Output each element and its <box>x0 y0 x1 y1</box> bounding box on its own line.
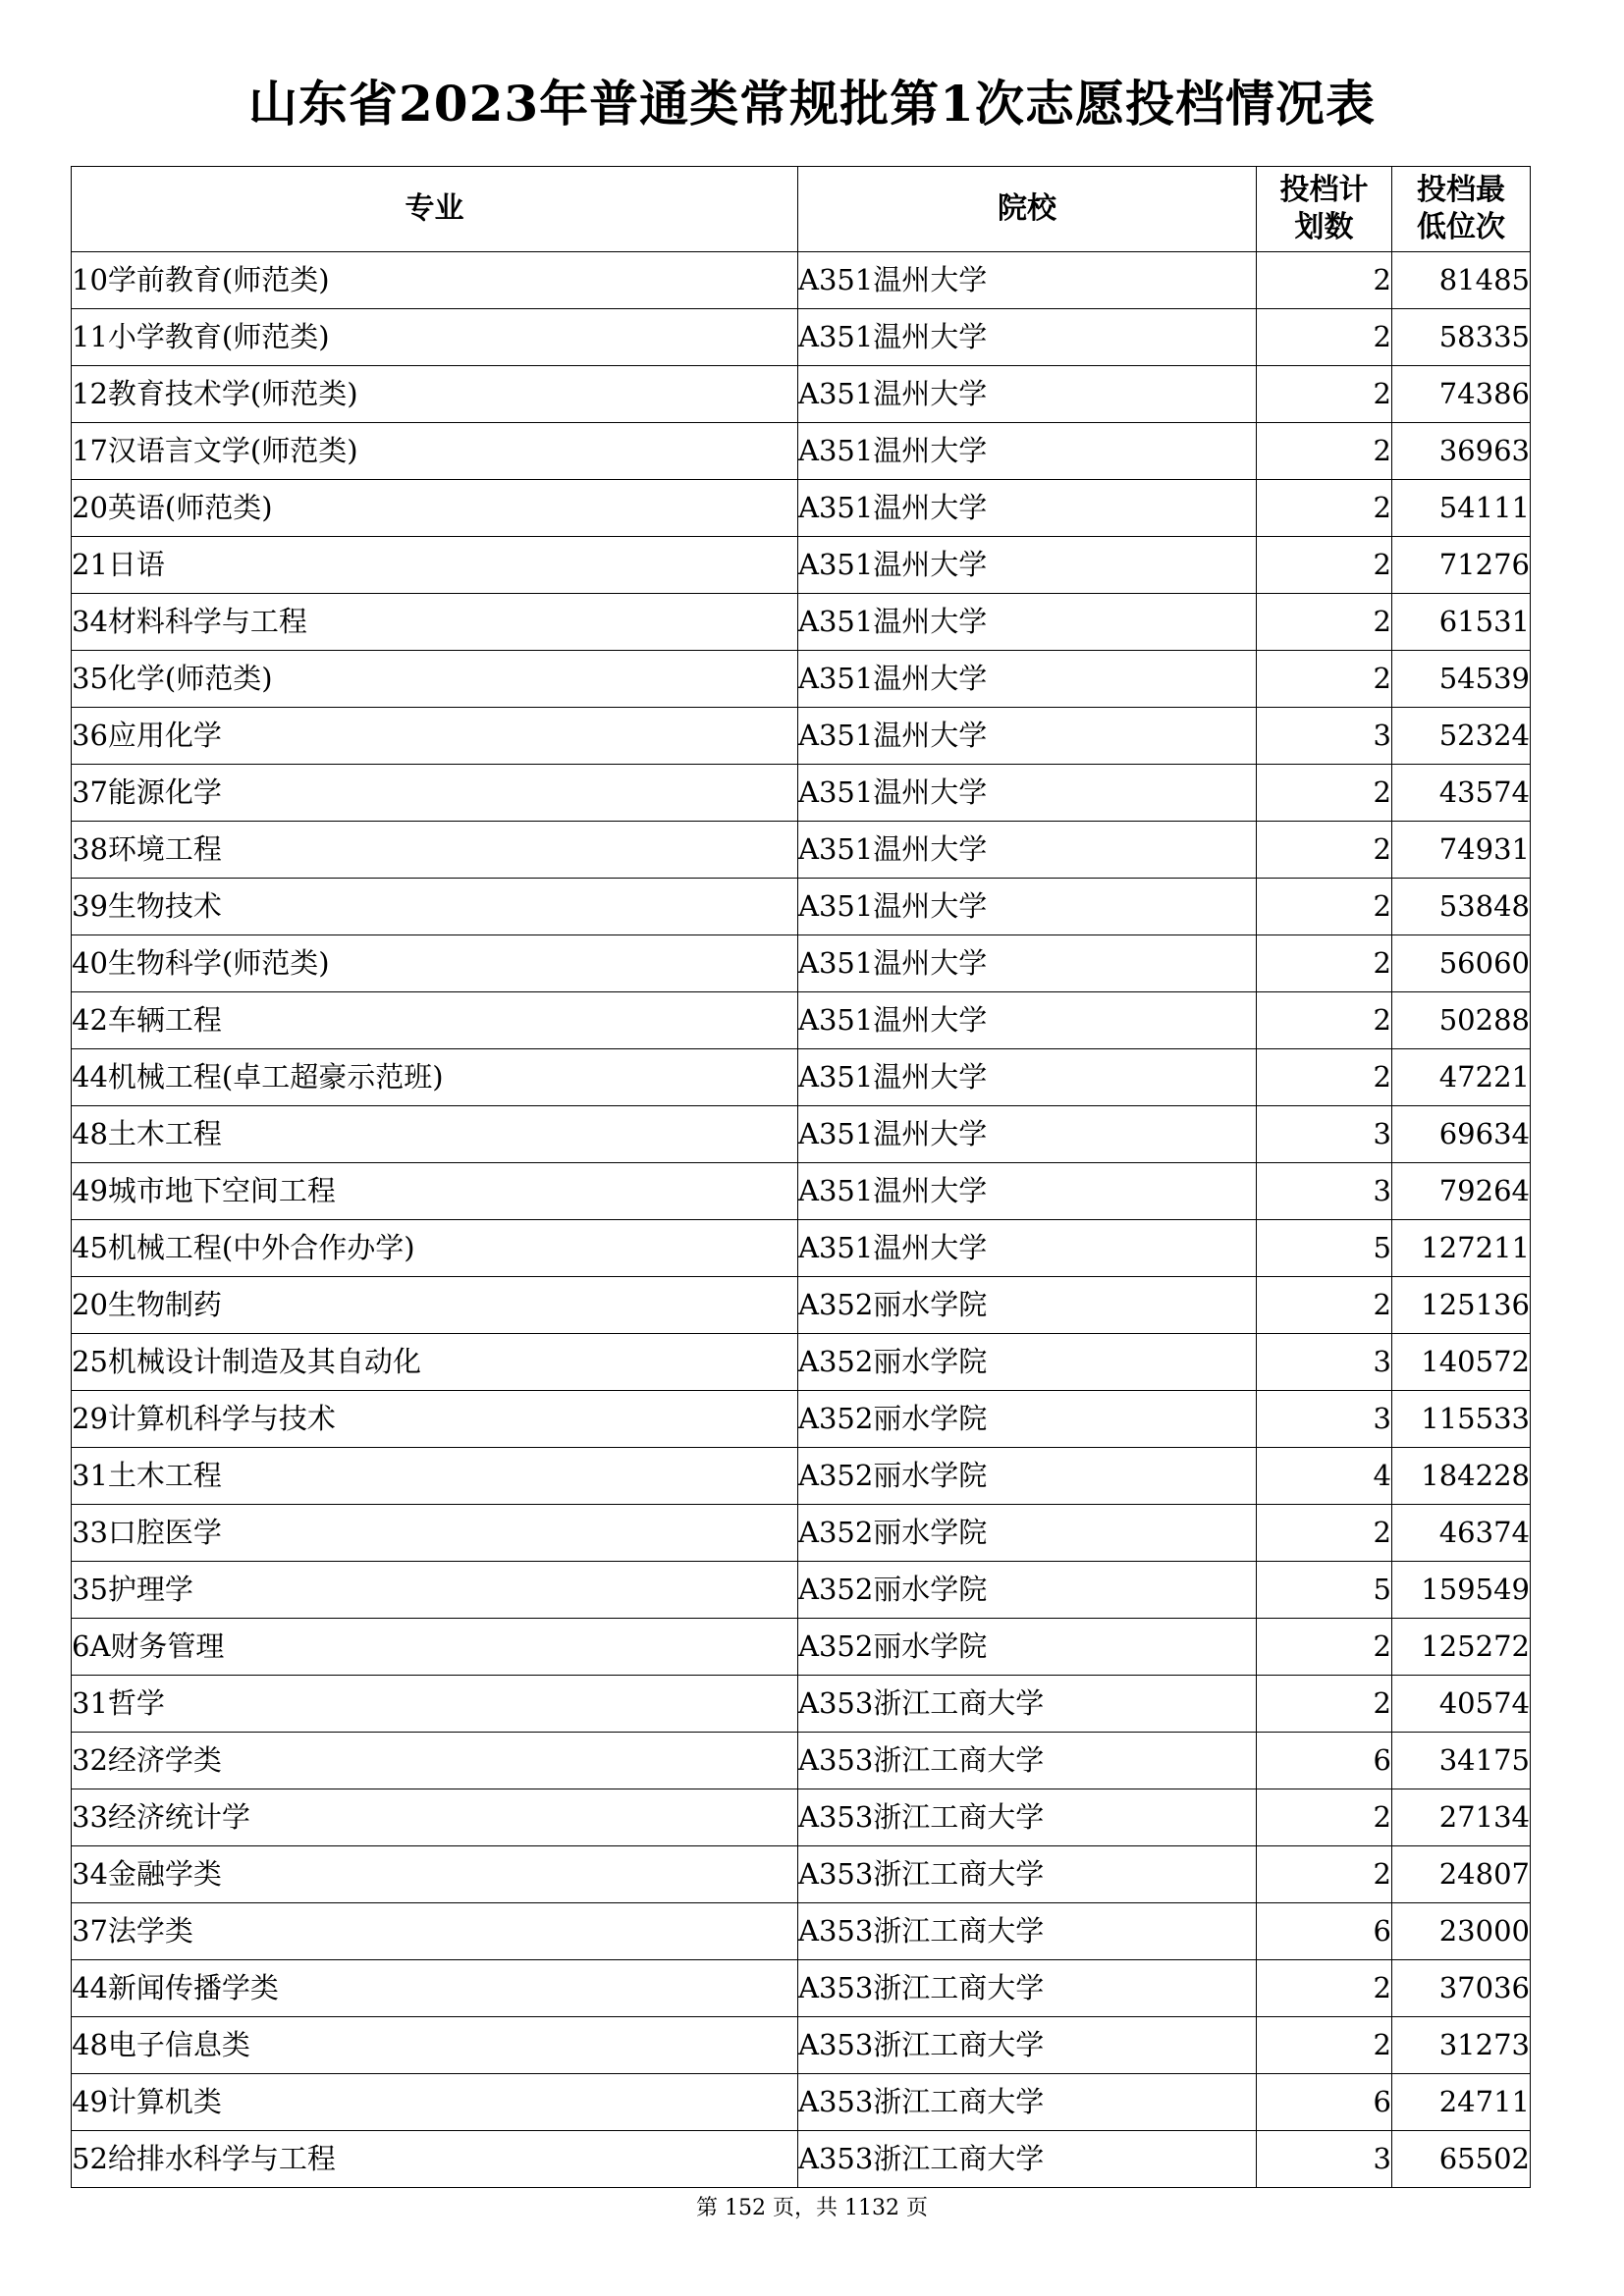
cell-plan: 2 <box>1257 423 1392 480</box>
cell-plan: 2 <box>1257 1846 1392 1903</box>
table-row <box>72 1334 1531 1391</box>
table-row <box>72 822 1531 879</box>
cell-major: 31哲学 <box>72 1676 798 1733</box>
cell-plan: 2 <box>1257 594 1392 651</box>
cell-major: 36应用化学 <box>72 708 798 765</box>
cell-plan: 2 <box>1257 992 1392 1049</box>
table-row <box>72 2131 1531 2188</box>
cell-major: 31土木工程 <box>72 1448 798 1505</box>
cell-school: A352丽水学院 <box>798 1619 1257 1676</box>
cell-school: A352丽水学院 <box>798 1505 1257 1562</box>
table-row <box>72 366 1531 423</box>
cell-major: 44机械工程(卓工超豪示范班) <box>72 1049 798 1106</box>
cell-rank: 54539 <box>1392 651 1531 708</box>
cell-school: A351温州大学 <box>798 537 1257 594</box>
cell-rank: 34175 <box>1392 1733 1531 1789</box>
table-row <box>72 480 1531 537</box>
cell-rank: 47221 <box>1392 1049 1531 1106</box>
cell-school: A351温州大学 <box>798 309 1257 366</box>
header-rank-line1: 投档最 <box>1417 173 1505 207</box>
cell-rank: 81485 <box>1392 252 1531 309</box>
table-row <box>72 1448 1531 1505</box>
cell-school: A353浙江工商大学 <box>798 1903 1257 1960</box>
table-row <box>72 765 1531 822</box>
cell-plan: 3 <box>1257 708 1392 765</box>
cell-school: A353浙江工商大学 <box>798 1733 1257 1789</box>
cell-rank: 61531 <box>1392 594 1531 651</box>
table-row <box>72 1903 1531 1960</box>
cell-plan: 5 <box>1257 1220 1392 1277</box>
cell-plan: 2 <box>1257 1960 1392 2017</box>
table-row <box>72 708 1531 765</box>
header-plan-line2: 划数 <box>1294 210 1354 244</box>
cell-rank: 54111 <box>1392 480 1531 537</box>
cell-rank: 24807 <box>1392 1846 1531 1903</box>
table-row <box>72 935 1531 992</box>
cell-school: A351温州大学 <box>798 594 1257 651</box>
cell-school: A351温州大学 <box>798 423 1257 480</box>
cell-rank: 56060 <box>1392 935 1531 992</box>
table-row <box>72 1505 1531 1562</box>
cell-rank: 74386 <box>1392 366 1531 423</box>
cell-major: 10学前教育(师范类) <box>72 252 798 309</box>
cell-major: 40生物科学(师范类) <box>72 935 798 992</box>
cell-major: 49计算机类 <box>72 2074 798 2131</box>
cell-rank: 79264 <box>1392 1163 1531 1220</box>
table-row <box>72 879 1531 935</box>
cell-rank: 74931 <box>1392 822 1531 879</box>
cell-school: A353浙江工商大学 <box>798 1960 1257 2017</box>
cell-school: A353浙江工商大学 <box>798 1789 1257 1846</box>
table-row <box>72 1163 1531 1220</box>
table-row <box>72 1676 1531 1733</box>
cell-major: 21日语 <box>72 537 798 594</box>
cell-plan: 2 <box>1257 366 1392 423</box>
table-row <box>72 1960 1531 2017</box>
cell-plan: 2 <box>1257 765 1392 822</box>
cell-major: 35护理学 <box>72 1562 798 1619</box>
cell-rank: 125136 <box>1392 1277 1531 1334</box>
cell-rank: 27134 <box>1392 1789 1531 1846</box>
cell-plan: 2 <box>1257 480 1392 537</box>
cell-rank: 184228 <box>1392 1448 1531 1505</box>
header-plan-line1: 投档计 <box>1279 173 1369 207</box>
cell-plan: 2 <box>1257 879 1392 935</box>
cell-rank: 52324 <box>1392 708 1531 765</box>
table-row <box>72 1733 1531 1789</box>
cell-rank: 65502 <box>1392 2131 1531 2188</box>
cell-school: A352丽水学院 <box>798 1448 1257 1505</box>
cell-school: A351温州大学 <box>798 879 1257 935</box>
admission-table <box>71 166 1531 2188</box>
cell-major: 48土木工程 <box>72 1106 798 1163</box>
header-plan <box>1257 167 1392 252</box>
cell-major: 20英语(师范类) <box>72 480 798 537</box>
cell-major: 37法学类 <box>72 1903 798 1960</box>
cell-rank: 127211 <box>1392 1220 1531 1277</box>
cell-plan: 2 <box>1257 1277 1392 1334</box>
cell-rank: 140572 <box>1392 1334 1531 1391</box>
cell-major: 32经济学类 <box>72 1733 798 1789</box>
cell-major: 33经济统计学 <box>72 1789 798 1846</box>
cell-school: A352丽水学院 <box>798 1334 1257 1391</box>
cell-school: A351温州大学 <box>798 992 1257 1049</box>
cell-plan: 5 <box>1257 1562 1392 1619</box>
cell-major: 11小学教育(师范类) <box>72 309 798 366</box>
cell-major: 45机械工程(中外合作办学) <box>72 1220 798 1277</box>
cell-major: 6A财务管理 <box>72 1619 798 1676</box>
cell-rank: 71276 <box>1392 537 1531 594</box>
table-row <box>72 1789 1531 1846</box>
cell-rank: 31273 <box>1392 2017 1531 2074</box>
cell-school: A353浙江工商大学 <box>798 2131 1257 2188</box>
cell-major: 49城市地下空间工程 <box>72 1163 798 1220</box>
table-row <box>72 2074 1531 2131</box>
cell-major: 38环境工程 <box>72 822 798 879</box>
cell-plan: 2 <box>1257 537 1392 594</box>
table-row <box>72 1562 1531 1619</box>
cell-plan: 2 <box>1257 651 1392 708</box>
cell-rank: 50288 <box>1392 992 1531 1049</box>
table-row <box>72 1846 1531 1903</box>
page-footer: 第 152 页，共 1132 页 <box>696 2196 928 2220</box>
cell-school: A351温州大学 <box>798 1049 1257 1106</box>
cell-rank: 24711 <box>1392 2074 1531 2131</box>
cell-major: 39生物技术 <box>72 879 798 935</box>
cell-plan: 3 <box>1257 2131 1392 2188</box>
cell-school: A351温州大学 <box>798 935 1257 992</box>
cell-major: 44新闻传播学类 <box>72 1960 798 2017</box>
cell-school: A353浙江工商大学 <box>798 2017 1257 2074</box>
cell-school: A351温州大学 <box>798 651 1257 708</box>
table-row <box>72 594 1531 651</box>
table-row <box>72 1277 1531 1334</box>
cell-school: A352丽水学院 <box>798 1277 1257 1334</box>
cell-major: 52给排水科学与工程 <box>72 2131 798 2188</box>
cell-school: A351温州大学 <box>798 1220 1257 1277</box>
cell-rank: 159549 <box>1392 1562 1531 1619</box>
cell-school: A351温州大学 <box>798 252 1257 309</box>
cell-major: 42车辆工程 <box>72 992 798 1049</box>
cell-plan: 6 <box>1257 1903 1392 1960</box>
cell-rank: 53848 <box>1392 879 1531 935</box>
cell-plan: 2 <box>1257 1505 1392 1562</box>
cell-school: A353浙江工商大学 <box>798 1846 1257 1903</box>
table-row <box>72 2017 1531 2074</box>
cell-major: 17汉语言文学(师范类) <box>72 423 798 480</box>
cell-plan: 6 <box>1257 2074 1392 2131</box>
cell-major: 48电子信息类 <box>72 2017 798 2074</box>
cell-rank: 46374 <box>1392 1505 1531 1562</box>
cell-rank: 36963 <box>1392 423 1531 480</box>
cell-major: 20生物制药 <box>72 1277 798 1334</box>
table-row <box>72 1391 1531 1448</box>
cell-major: 34材料科学与工程 <box>72 594 798 651</box>
cell-plan: 2 <box>1257 309 1392 366</box>
cell-school: A353浙江工商大学 <box>798 1676 1257 1733</box>
table-row <box>72 651 1531 708</box>
cell-plan: 2 <box>1257 1049 1392 1106</box>
cell-plan: 2 <box>1257 822 1392 879</box>
cell-plan: 2 <box>1257 2017 1392 2074</box>
cell-major: 33口腔医学 <box>72 1505 798 1562</box>
cell-plan: 3 <box>1257 1391 1392 1448</box>
cell-plan: 2 <box>1257 1676 1392 1733</box>
cell-major: 37能源化学 <box>72 765 798 822</box>
cell-school: A352丽水学院 <box>798 1562 1257 1619</box>
table-body <box>72 252 1531 2188</box>
header-major: 专业 <box>72 167 798 252</box>
table-row <box>72 1049 1531 1106</box>
table-row <box>72 1619 1531 1676</box>
cell-rank: 37036 <box>1392 1960 1531 2017</box>
cell-rank: 115533 <box>1392 1391 1531 1448</box>
cell-school: A351温州大学 <box>798 480 1257 537</box>
table-row <box>72 309 1531 366</box>
cell-major: 34金融学类 <box>72 1846 798 1903</box>
cell-school: A351温州大学 <box>798 1163 1257 1220</box>
cell-school: A353浙江工商大学 <box>798 2074 1257 2131</box>
cell-major: 35化学(师范类) <box>72 651 798 708</box>
cell-rank: 40574 <box>1392 1676 1531 1733</box>
cell-school: A352丽水学院 <box>798 1391 1257 1448</box>
page-title: 山东省2023年普通类常规批第1次志愿投档情况表 <box>248 75 1376 133</box>
cell-major: 29计算机科学与技术 <box>72 1391 798 1448</box>
table-row <box>72 537 1531 594</box>
cell-plan: 2 <box>1257 1619 1392 1676</box>
cell-rank: 69634 <box>1392 1106 1531 1163</box>
header-school: 院校 <box>798 167 1257 252</box>
cell-rank: 23000 <box>1392 1903 1531 1960</box>
header-rank <box>1392 167 1531 252</box>
cell-rank: 43574 <box>1392 765 1531 822</box>
cell-major: 12教育技术学(师范类) <box>72 366 798 423</box>
cell-plan: 3 <box>1257 1334 1392 1391</box>
header-rank-line2: 低位次 <box>1417 210 1505 244</box>
cell-school: A351温州大学 <box>798 1106 1257 1163</box>
cell-plan: 6 <box>1257 1733 1392 1789</box>
cell-school: A351温州大学 <box>798 708 1257 765</box>
cell-plan: 3 <box>1257 1163 1392 1220</box>
table-row <box>72 423 1531 480</box>
table-header-row <box>72 167 1531 252</box>
cell-plan: 2 <box>1257 252 1392 309</box>
table-row <box>72 252 1531 309</box>
cell-plan: 2 <box>1257 935 1392 992</box>
cell-major: 25机械设计制造及其自动化 <box>72 1334 798 1391</box>
cell-school: A351温州大学 <box>798 822 1257 879</box>
cell-rank: 125272 <box>1392 1619 1531 1676</box>
cell-plan: 4 <box>1257 1448 1392 1505</box>
cell-rank: 58335 <box>1392 309 1531 366</box>
table-row <box>72 992 1531 1049</box>
cell-school: A351温州大学 <box>798 765 1257 822</box>
table-row <box>72 1220 1531 1277</box>
cell-school: A351温州大学 <box>798 366 1257 423</box>
cell-plan: 2 <box>1257 1789 1392 1846</box>
cell-plan: 3 <box>1257 1106 1392 1163</box>
table-row <box>72 1106 1531 1163</box>
